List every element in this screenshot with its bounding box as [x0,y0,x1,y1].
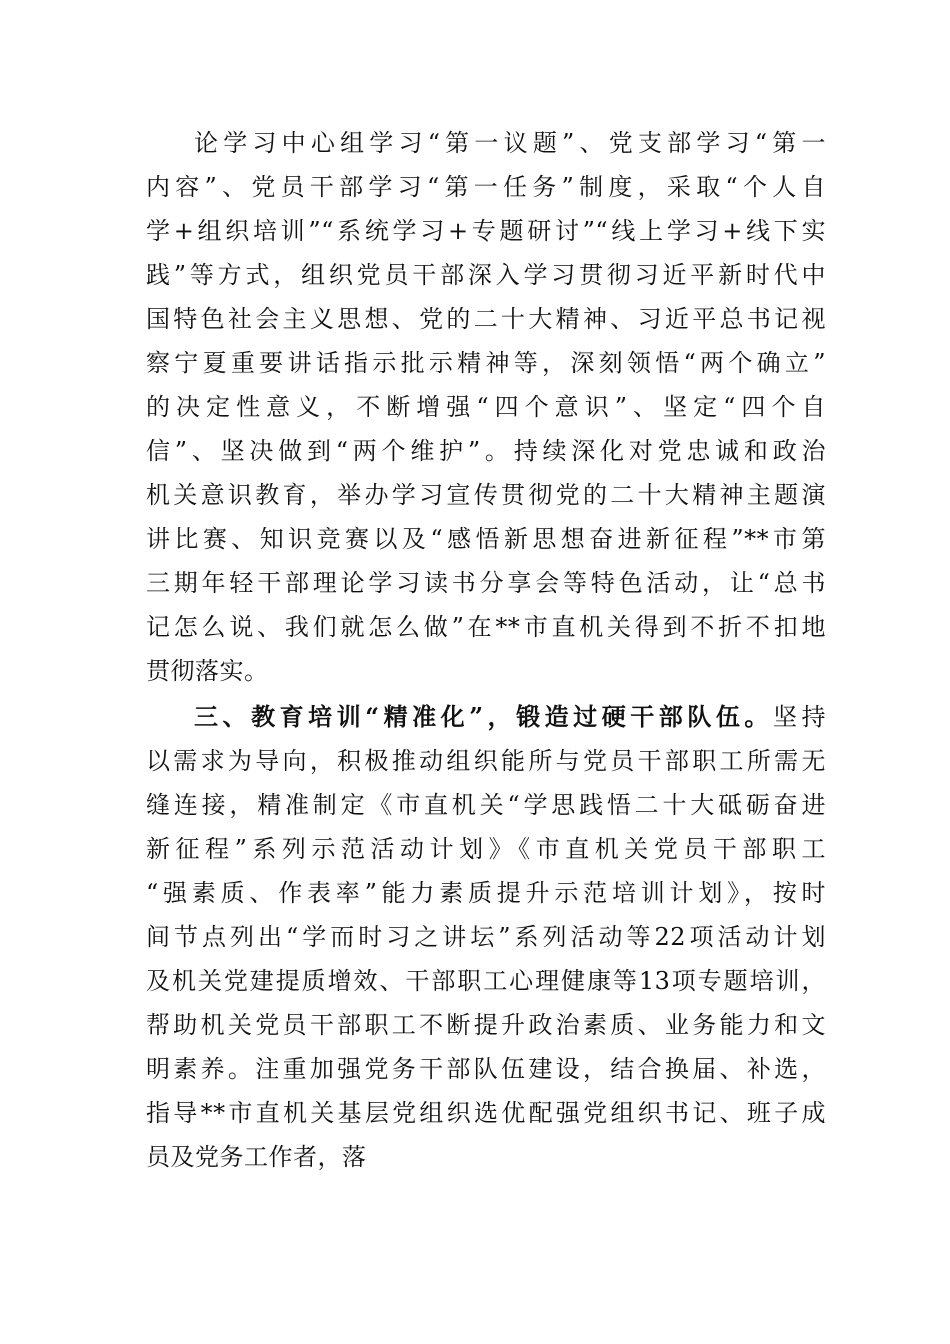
text-line: 明素养。注重加强党务干部队伍建设，结合换届、补选， [146,1055,826,1083]
text-line: 国特色社会主义思想、党的二十大精神、习近平总书记视 [146,305,826,333]
text-line: 新征程”系列示范活动计划》《市直机关党员干部职工 [146,835,826,863]
text-line: 信”、坚决做到“两个维护”。持续深化对党忠诚和政治 [146,437,826,465]
text-line: 三期年轻干部理论学习读书分享会等特色活动，让“总书 [146,569,826,597]
text-line: 贯彻落实。 [146,657,269,685]
text-line: 缝连接，精准制定《市直机关“学思践悟二十大砥砺奋进 [146,791,826,819]
text-line: 察宁夏重要讲话指示批示精神等，深刻领悟“两个确立” [146,349,826,377]
text-line: 讲比赛、知识竞赛以及“感悟新思想奋进新征程”**市第 [146,525,826,553]
text-line: 员及党务工作者，落 [146,1143,367,1171]
text-line: 内容”、党员干部学习“第一任务”制度，采取“个人自 [146,173,826,201]
text-line: 帮助机关党员干部职工不断提升政治素质、业务能力和文 [146,1011,826,1039]
text-line: 践”等方式，组织党员干部深入学习贯彻习近平新时代中 [146,261,826,289]
paragraph-1 [146,121,826,693]
text-line: 以需求为导向，积极推动组织能所与党员干部职工所需无 [146,747,826,775]
heading-line-rest: 坚持 [772,703,827,731]
document-body [146,121,826,1179]
text-line: 的决定性意义，不断增强“四个意识”、坚定“四个自 [146,393,826,421]
text-line: 及机关党建提质增效、干部职工心理健康等13项专题培训， [146,967,826,995]
text-line: “强素质、作表率”能力素质提升示范培训计划》，按时 [146,879,826,907]
text-line: 指导**市直机关基层党组织选优配强党组织书记、班子成 [146,1099,826,1127]
section-heading: 三、教育培训“精准化”，锻造过硬干部队伍。 [194,702,773,731]
heading-line [146,695,826,739]
text-line: 学+组织培训”“系统学习+专题研讨”“线上学习+线下实 [146,217,826,245]
text-line: 机关意识教育，举办学习宣传贯彻党的二十大精神主题演 [146,481,826,509]
text-line: 论学习中心组学习“第一议题”、党支部学习“第一 [194,129,826,157]
text-line: 间节点列出“学而时习之讲坛”系列活动等22项活动计划 [146,923,826,951]
paragraph-2 [146,695,826,1179]
text-line: 记怎么说、我们就怎么做”在**市直机关得到不折不扣地 [146,613,826,641]
